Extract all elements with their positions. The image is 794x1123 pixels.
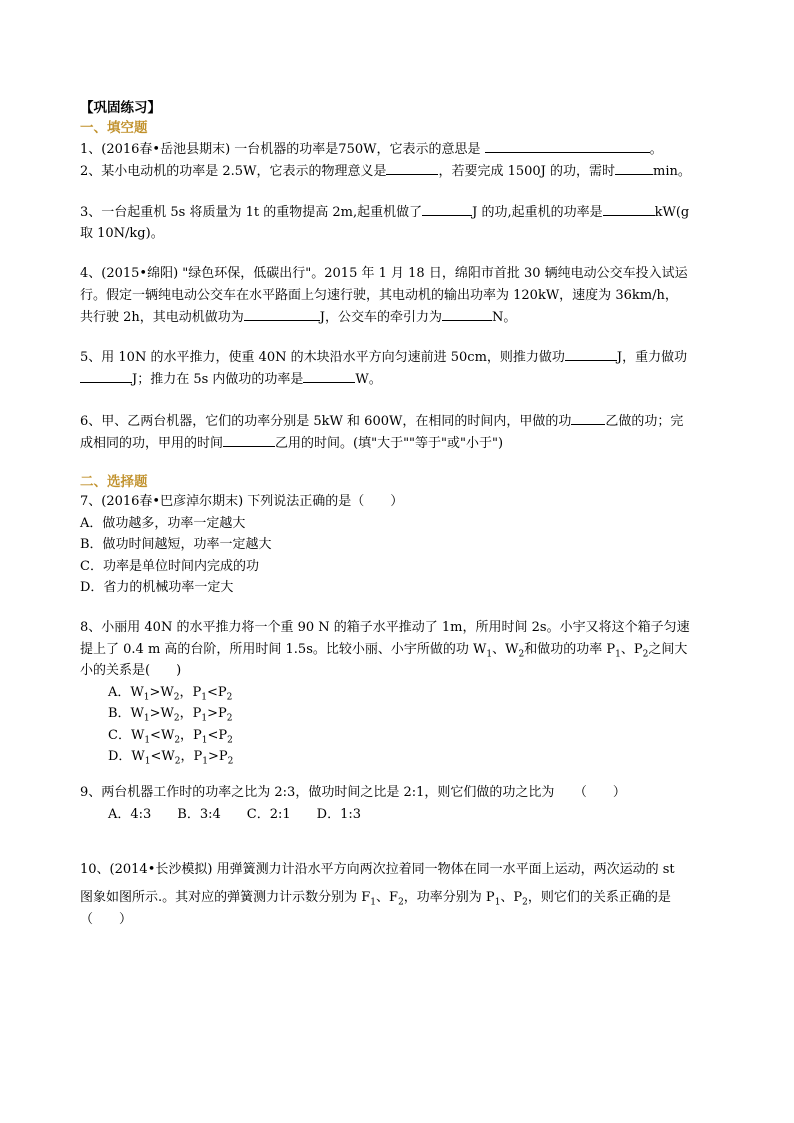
opt-sub: 1 — [143, 713, 150, 724]
q2-blank-2 — [615, 160, 653, 175]
q6-blank-1 — [571, 410, 605, 425]
q8-option-c — [80, 725, 720, 747]
opt-text: <W — [150, 727, 175, 743]
q10-line-1: 10、(2014•长沙模拟) 用弹簧测力计沿水平方向两次拉着同一物体在同一水平面上运动，两次运动的 st — [80, 862, 675, 877]
q10-line-2d: 、P — [500, 890, 523, 905]
q4-line-3a: 共行驶 2h，其电动机做功为 — [80, 310, 244, 325]
q6-text-a: 6、甲、乙两台机器，它们的功率分别是 5kW 和 600W，在相同的时间内，甲做的功 — [80, 414, 572, 429]
q3-text-a: 3、一台起重机 5s 将质量为 1t 的重物提高 2m,起重机做了 — [80, 205, 423, 220]
q8-option-a — [80, 682, 720, 704]
q3-text-c: kW(g — [654, 205, 690, 220]
opt-text: ，P — [180, 749, 203, 764]
opt-sub: 2 — [227, 756, 234, 767]
q10-line-2c: ，功率分别为 P — [403, 890, 495, 905]
q10-line-2b: 、F — [376, 890, 399, 905]
question-2 — [80, 160, 720, 182]
opt-text: <P — [207, 727, 228, 743]
q7-option-c: C．功率是单位时间内完成的功 — [80, 558, 259, 574]
q8-sub: 1 — [486, 649, 493, 660]
q3-text-d: 取 10N/kg)。 — [80, 225, 164, 241]
q8-line-2e: 之间大 — [648, 641, 688, 657]
q4-line-3b: J，公交车的牵引力为 — [319, 310, 442, 325]
opt-text: >P — [207, 706, 227, 721]
q8-line-1: 8、小丽用 40N 的水平推力将一个重 90 N 的箱子水平推动了 1m，所用时间 2s。小宇又将这个箱子匀速 — [80, 620, 690, 635]
q5-text-a: 5、用 10N 的水平推力，使重 40N 的木块沿水平方向匀速前进 50cm，则推力做功 — [80, 350, 565, 365]
q5-text-b: J，重力做功 — [616, 350, 688, 365]
q10-sub: 1 — [370, 897, 377, 908]
opt-text: ，P — [179, 684, 202, 700]
q8-line-3: 小的关系是( ) — [80, 663, 182, 678]
opt-text: D．W — [108, 749, 145, 764]
section-fill-in-title: 一、填空题 — [80, 120, 148, 136]
q8-option-d — [80, 746, 720, 768]
q4-line-1: 4、(2015•绵阳) "绿色环保，低碳出行"。2015 年 1 月 18 日，绵阳市首批 30 辆纯电动公交车投入试运 — [80, 266, 688, 281]
q2-text-c: min。 — [653, 164, 691, 179]
q5-text-d: W。 — [355, 371, 382, 387]
opt-sub: 1 — [202, 756, 209, 767]
q3-blank-1 — [422, 201, 472, 216]
opt-sub: 1 — [201, 735, 208, 746]
question-6 — [80, 410, 720, 453]
opt-text: <W — [150, 749, 175, 764]
opt-sub: 2 — [226, 713, 233, 724]
q1-end: 。 — [649, 142, 663, 157]
opt-text: B．W — [108, 706, 144, 721]
question-7 — [80, 491, 720, 599]
question-5 — [80, 346, 720, 389]
question-3 — [80, 201, 720, 244]
opt-text: >W — [149, 684, 174, 700]
q8-option-b — [80, 703, 720, 725]
q2-text-b: ，若要完成 1500J 的功，需时 — [438, 164, 616, 179]
q8-sub: 1 — [615, 649, 621, 660]
q10-line-2a: 图象如图所示.。其对应的弹簧测力计示数分别为 F — [80, 890, 371, 905]
q7-stem: 7、(2016春•巴彦淖尔期末) 下列说法正确的是（ ） — [80, 494, 404, 509]
opt-text: <P — [206, 684, 227, 700]
q1-blank — [485, 138, 650, 153]
q8-sub: 2 — [642, 649, 649, 660]
opt-text: A．W — [108, 684, 144, 700]
q2-blank-1 — [386, 160, 438, 175]
opt-sub: 2 — [174, 756, 181, 767]
opt-sub: 2 — [173, 692, 180, 703]
q5-blank-2 — [80, 368, 132, 383]
q2-text-a: 2、某小电动机的功率是 2.5W，它表示的物理意义是 — [80, 164, 387, 179]
opt-sub: 1 — [144, 756, 151, 767]
q5-blank-3 — [303, 368, 355, 383]
q4-blank-1 — [244, 306, 320, 321]
q10-sub: 2 — [398, 897, 404, 908]
question-1 — [80, 138, 720, 160]
opt-text: C．W — [108, 727, 145, 743]
q3-blank-2 — [603, 201, 655, 216]
worksheet-title: 【巩固练习】 — [80, 100, 161, 116]
q8-line-2a: 提上了 0.4 m 高的台阶，所用时间 1.5s。比较小丽、小宇所做的功 W — [80, 641, 487, 657]
question-4 — [80, 263, 720, 328]
q5-text-c: J；推力在 5s 内做功的功率是 — [132, 371, 304, 387]
q10-line-3: （ ） — [80, 912, 133, 927]
q8-line-2c: 和做功的功率 P — [524, 641, 616, 657]
q8-line-2d: 、P — [620, 641, 643, 657]
section-choice-title: 二、选择题 — [80, 474, 148, 490]
q10-sub: 2 — [522, 897, 528, 908]
opt-sub: 1 — [201, 713, 208, 724]
q7-option-d: D．省力的机械功率一定大 — [80, 580, 234, 595]
q7-option-a: A．做功越多，功率一定越大 — [80, 515, 246, 531]
opt-sub: 1 — [201, 692, 207, 703]
opt-sub: 2 — [226, 692, 233, 703]
opt-text: >W — [149, 706, 174, 721]
q10-sub: 1 — [494, 897, 501, 908]
question-10 — [80, 855, 720, 929]
q8-line-2b: 、W — [492, 641, 519, 657]
q8-sub: 2 — [518, 649, 525, 660]
q4-line-2: 行。假定一辆纯电动公交车在水平路面上匀速行驶，其电动机的输出功率为 120kW，速度为 36km/h， — [80, 287, 678, 303]
q6-text-c: 成相同的功，甲用的时间 — [80, 435, 224, 451]
q6-text-b: 乙做的功；完 — [605, 414, 684, 429]
opt-sub: 2 — [174, 735, 181, 746]
opt-text: ，P — [179, 706, 202, 721]
q9-options: A．4:3 B．3:4 C．2:1 D．1:3 — [108, 806, 361, 822]
opt-sub: 1 — [143, 692, 150, 703]
q4-line-3c: N。 — [492, 310, 517, 325]
question-9 — [80, 782, 720, 825]
question-8 — [80, 617, 720, 768]
opt-sub: 1 — [144, 735, 151, 746]
q4-blank-2 — [442, 306, 492, 321]
q1-text: 1、(2016春•岳池县期末) 一台机器的功率是750W，它表示的意思是 — [80, 142, 481, 157]
q10-line-2e: ，则它们的关系正确的是 — [527, 890, 671, 905]
q6-text-d: 乙用的时间。(填"大于""等于"或"小于") — [275, 435, 504, 451]
opt-sub: 2 — [227, 735, 233, 746]
q3-text-b: J 的功,起重机的功率是 — [472, 205, 603, 220]
q9-stem: 9、两台机器工作时的功率之比为 2:3，做功时间之比是 2:1，则它们做的功之比为 （ ） — [80, 785, 626, 800]
q6-blank-2 — [223, 432, 275, 447]
opt-sub: 2 — [173, 713, 180, 724]
q5-blank-1 — [565, 346, 617, 361]
opt-text: ，P — [180, 727, 202, 743]
opt-text: >P — [208, 749, 228, 764]
q7-option-b: B．做功时间越短，功率一定越大 — [80, 537, 272, 552]
